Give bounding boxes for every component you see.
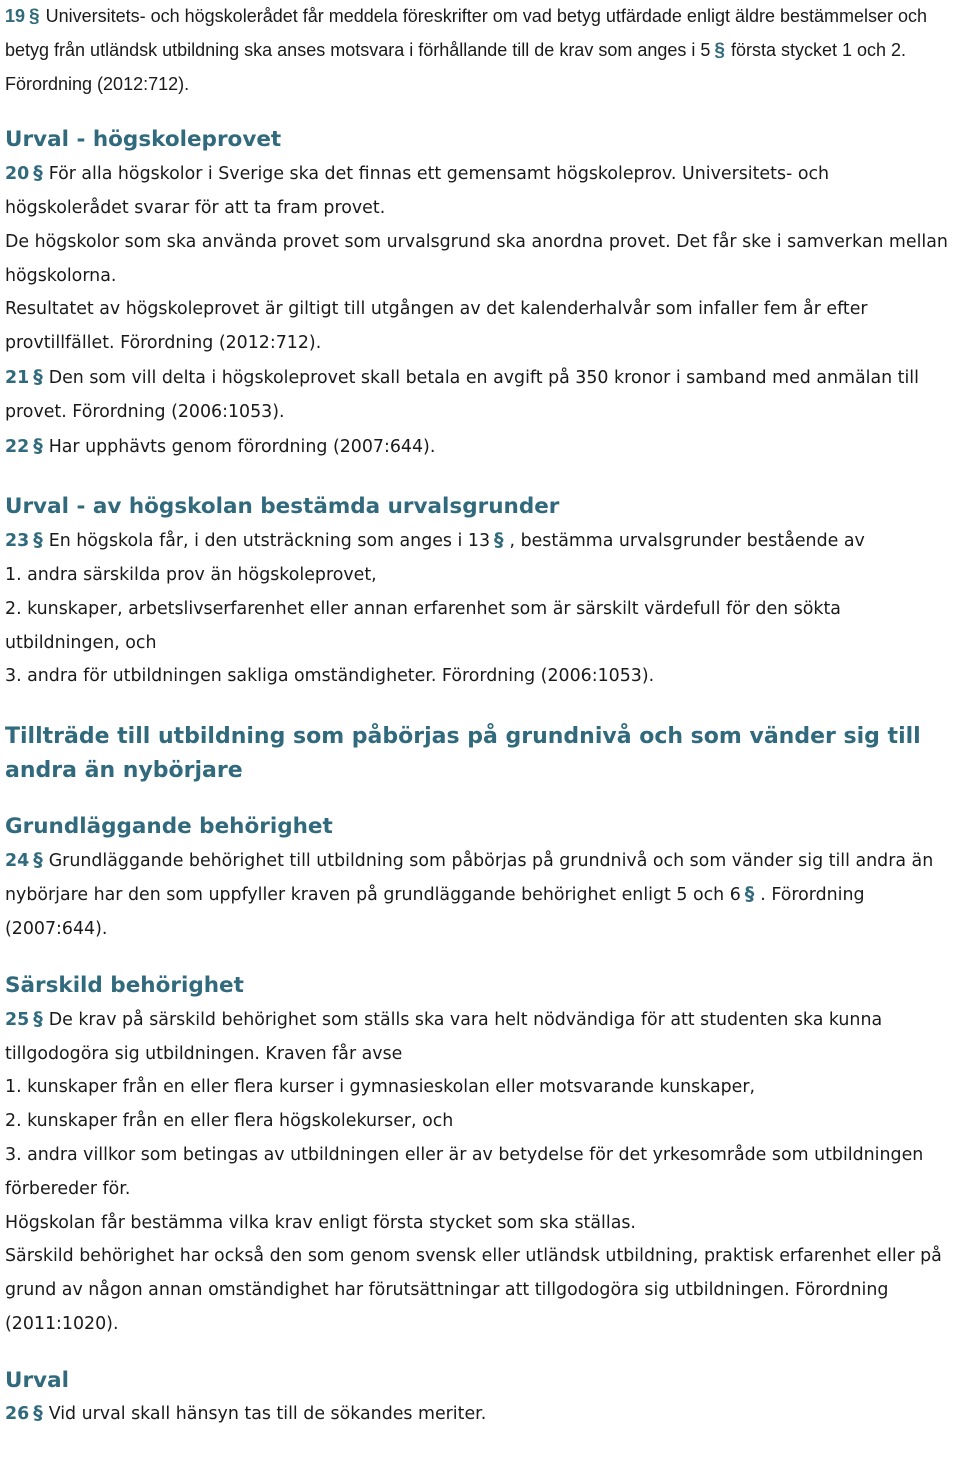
section-sign-icon: § <box>33 365 43 388</box>
section-sign-icon: § <box>33 1007 43 1030</box>
paragraph-23 <box>5 524 956 559</box>
list-item: 3. andra för utbildningen sakliga omständigheter. Förordning (2006:1053). <box>5 666 655 687</box>
paragraph-number: 23 <box>5 531 30 552</box>
section-sign-icon: § <box>494 529 504 552</box>
paragraph-number: 22 <box>5 436 30 457</box>
section-sign-icon: § <box>744 883 755 906</box>
paragraph-text: första stycket 1 och 2. Förordning (2012:712). <box>5 39 907 94</box>
paragraph-text: , bestämma urvalsgrunder bestående av <box>509 531 865 552</box>
paragraph-text: Universitets- och högskolerådet får meddela föreskrifter om vad betyg utfärdade enligt äldre bestämmelser och betyg från utländsk utbildning ska anses motsvara i förhållande till de krav som anges i 5 <box>5 6 928 60</box>
section-sign-icon: § <box>29 6 40 27</box>
heading-urval: Urval <box>5 1367 69 1393</box>
section-sign-icon: § <box>33 162 43 185</box>
paragraph-text: För alla högskolor i Sverige ska det finnas ett gemensamt högskoleprov. <box>48 164 677 185</box>
paragraph-text: Universitets- och högskolerådet svarar för att ta fram provet. <box>5 164 830 218</box>
paragraph-text: Resultatet av högskoleprovet är giltigt till utgången av det kalenderhalvår som infaller fem år efter provtillfället. Förordning (2012:712). <box>5 299 868 354</box>
paragraph-text: Högskolan får bestämma vilka krav enligt första stycket som ska ställas. <box>5 1212 636 1233</box>
paragraph-number: 25 <box>5 1009 30 1030</box>
paragraph-text: Den som vill delta i högskoleprovet skall betala en avgift på 350 kronor i samband med anmälan till provet. Förordning (2006:1053). <box>5 367 919 422</box>
heading-sarskild-behorighet: Särskild behörighet <box>5 972 244 998</box>
heading-tilltrade: Tillträde till utbildning som påbörjas på grundnivå och som vänder sig till andra än nybörjare <box>5 724 921 783</box>
section-sign-icon: § <box>33 848 43 871</box>
heading-urval-hogskoleprovet: Urval - högskoleprovet <box>5 127 282 153</box>
paragraph-19 <box>5 0 956 101</box>
section-sign-icon: § <box>33 1402 43 1425</box>
list-item: 2. kunskaper, arbetslivserfarenhet eller annan erfarenhet som är särskilt värdefull för den sökta utbildningen, och <box>5 598 841 653</box>
paragraph-number: 21 <box>5 367 30 388</box>
paragraph-text: Särskild behörighet har också den som genom svensk eller utländsk utbildning, praktisk erfarenhet eller på grund av någon annan omständighet har förutsättningar att tillgodogöra sig utbildningen. Förordning (2011:1020). <box>5 1246 942 1334</box>
paragraph-number: 24 <box>5 850 30 871</box>
heading-grundlaggande-behorighet: Grundläggande behörighet <box>5 813 333 839</box>
list-item: 1. kunskaper från en eller flera kurser i gymnasieskolan eller motsvarande kunskaper, <box>5 1077 756 1098</box>
paragraph-25 <box>5 1003 956 1072</box>
paragraph-24 <box>5 844 956 947</box>
paragraph-text: De krav på särskild behörighet som ställs ska vara helt nödvändiga för att studenten ska kunna tillgodogöra sig utbildningen. Kraven får avse <box>5 1009 883 1064</box>
paragraph-text: Vid urval skall hänsyn tas till de sökandes meriter. <box>48 1404 487 1425</box>
paragraph-text: Har upphävts genom förordning (2007:644). <box>48 436 436 457</box>
paragraph-text: Grundläggande behörighet till utbildning som påbörjas på grundnivå och som vänder sig till andra än nybörjare har den som uppfyller kraven på grundläggande behörighet enligt 5 och 6 <box>5 850 934 906</box>
list-item: 2. kunskaper från en eller flera högskolekurser, och <box>5 1111 454 1132</box>
paragraph-number: 19 <box>5 6 26 26</box>
paragraph-22 <box>5 430 956 465</box>
paragraph-21 <box>5 361 956 430</box>
paragraph-number: 26 <box>5 1404 30 1425</box>
heading-urval-bestamda-grunder: Urval - av högskolan bestämda urvalsgrunder <box>5 494 560 520</box>
section-sign-icon: § <box>33 529 43 552</box>
paragraph-text: En högskola får, i den utsträckning som anges i 13 <box>48 531 491 552</box>
paragraph-26 <box>5 1397 956 1432</box>
list-item: 1. andra särskilda prov än högskoleprovet, <box>5 564 377 585</box>
section-sign-icon: § <box>714 39 725 61</box>
paragraph-text: De högskolor som ska använda provet som urvalsgrund ska anordna provet. Det får ske i samverkan mellan högskolorna. <box>5 231 948 286</box>
paragraph-text: . Förordning (2007:644). <box>5 885 865 940</box>
paragraph-number: 20 <box>5 164 30 185</box>
section-sign-icon: § <box>33 434 43 457</box>
paragraph-20 <box>5 157 956 226</box>
list-item: 3. andra villkor som betingas av utbildningen eller är av betydelse för det yrkesområde som utbildningen förbereder för. <box>5 1144 924 1199</box>
